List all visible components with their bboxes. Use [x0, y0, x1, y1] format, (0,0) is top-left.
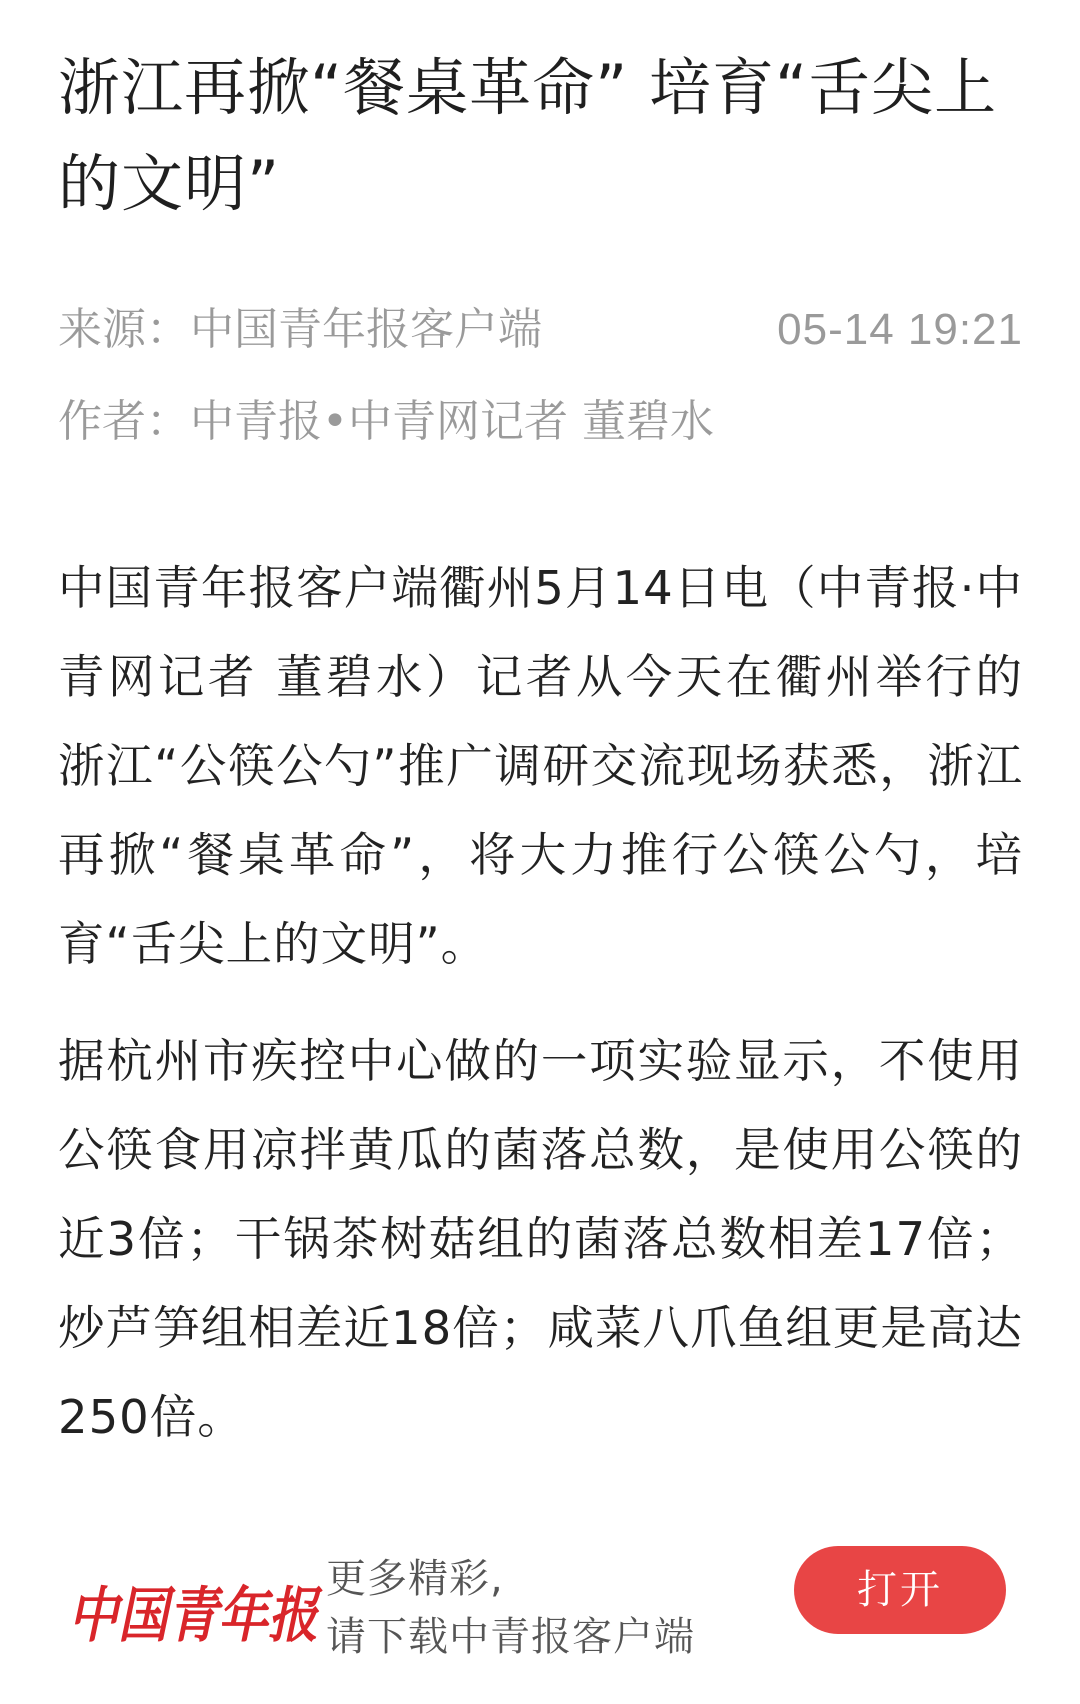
meta-author-row: [58, 376, 1023, 468]
promo-line-2: 请下载中青报客户端: [326, 1614, 695, 1660]
cyol-logo: [68, 1544, 348, 1664]
article-source: 来源：中国青年报客户端: [58, 304, 542, 355]
article-meta: [58, 284, 1023, 468]
download-banner: [58, 1540, 1023, 1670]
open-app-button[interactable]: 打开: [794, 1546, 1006, 1634]
article-author: 作者：中青报•中青网记者 董碧水: [58, 396, 714, 447]
article: [58, 40, 1023, 1490]
meta-source-row: [58, 284, 1023, 376]
svg-text:中国青年报: 中国青年报: [68, 1581, 323, 1651]
promo-line-1: 更多精彩,: [326, 1556, 504, 1602]
article-body: [58, 544, 1023, 1462]
promo-text: [326, 1550, 695, 1666]
paragraph: 中国青年报客户端衢州5月14日电（中青报·中青网记者 董碧水）记者从今天在衢州举行的浙江“公筷公勺”推广调研交流现场获悉，浙江再掀“餐桌革命”，将大力推行公筷公勺，培育“舌尖上的文明”。: [58, 561, 1023, 971]
paragraph: 据杭州市疾控中心做的一项实验显示，不使用公筷食用凉拌黄瓜的菌落总数，是使用公筷的近3倍；干锅茶树菇组的菌落总数相差17倍；炒芦笋组相差近18倍；咸菜八爪鱼组更是高达250倍。: [58, 1034, 1023, 1444]
article-time: 05-14 19:21: [777, 305, 1023, 354]
article-title: 浙江再掀“餐桌革命” 培育“舌尖上的文明”: [58, 51, 998, 220]
